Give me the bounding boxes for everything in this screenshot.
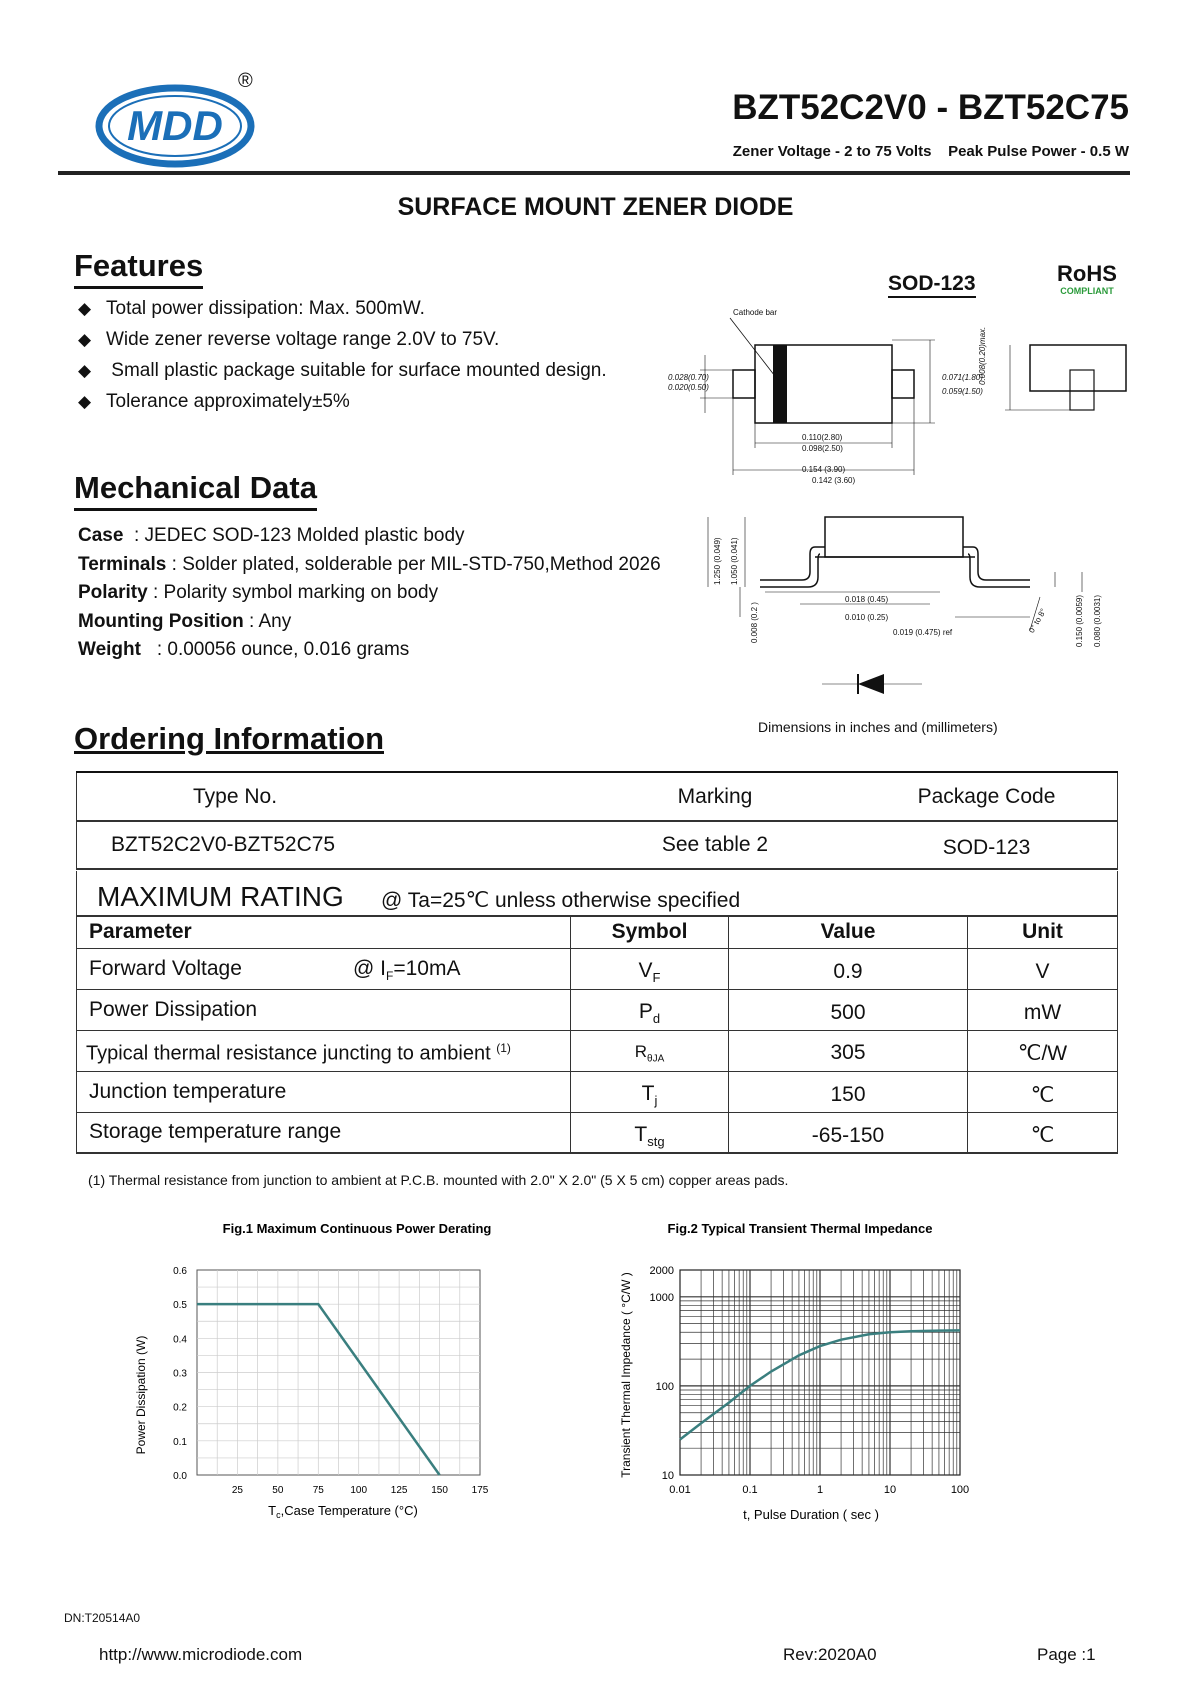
chart-power-derating	[125, 1215, 525, 1525]
table-row	[77, 989, 1118, 1030]
y-tick-label: 0.0	[173, 1471, 187, 1482]
unit-cell: mW	[968, 989, 1118, 1030]
table-row	[77, 1030, 1118, 1071]
list-item: ◆ Wide zener reverse voltage range 2.0V to 75V.	[78, 324, 607, 355]
x-tick-label: 0.01	[669, 1484, 691, 1496]
dimensions-caption: Dimensions in inches and (millimeters)	[758, 719, 998, 735]
chart2-xlabel: t, Pulse Duration ( sec )	[743, 1507, 879, 1522]
unit-cell: V	[968, 948, 1118, 989]
chart1-xlabel: $T_c,Case$ Temperature (°C)	[268, 1503, 418, 1520]
list-item: ◆ Total power dissipation: Max. 500mW.	[78, 293, 607, 324]
mech-polarity-row: Polarity : Polarity symbol marking on body	[78, 582, 439, 603]
max-rating-table	[76, 915, 1118, 1154]
y-tick-label: 10	[661, 1470, 674, 1482]
symbol-cell: $T_j$	[571, 1071, 729, 1112]
table-row	[77, 948, 1118, 989]
symbol-cell: $V_F$	[571, 948, 729, 989]
ordering-type-cell: BZT52C2V0-BZT52C75	[77, 821, 575, 869]
y-tick-label: 2000	[649, 1265, 674, 1277]
symbol-cell: $R_{\theta JA}$	[571, 1030, 729, 1071]
col-unit-header: Unit	[968, 916, 1118, 948]
param-cell: Storage temperature range	[77, 1112, 571, 1153]
spec-line	[733, 143, 1129, 160]
x-tick-label: 100	[350, 1485, 368, 1496]
param-cell: Junction temperature	[77, 1071, 571, 1112]
dim-height-min: 1.050 (0.041)	[730, 537, 739, 585]
cathode-bar-label: Cathode bar	[733, 308, 778, 317]
max-rating-title-bar	[76, 871, 1118, 915]
max-rating-condition: @ Ta=25℃ unless otherwise specified	[381, 889, 741, 912]
y-tick-label: 1000	[649, 1291, 674, 1304]
table-row	[77, 1071, 1118, 1112]
dim-body-height-min: 0.059(1.50)	[942, 387, 983, 396]
y-tick-label: 0.6	[173, 1266, 187, 1277]
doc-title: SURFACE MOUNT ZENER DIODE	[397, 193, 794, 221]
logo	[95, 84, 255, 168]
dim-lead-width-max: 0.028(0.70)	[668, 373, 709, 382]
mech-mounting-row: Mounting Position : Any	[78, 610, 292, 632]
table-row	[77, 821, 1118, 869]
spec-voltage: Zener Voltage - 2 to 75 Volts	[732, 143, 932, 160]
chart1-ylabel: Power Dissipation (W)	[134, 1335, 148, 1455]
col-package-header: Package Code	[856, 773, 1118, 821]
y-tick-label: 0.3	[173, 1368, 187, 1380]
logo-graphic	[95, 84, 255, 168]
table-row	[77, 1112, 1118, 1153]
value-cell: 500	[729, 989, 968, 1030]
y-tick-label: 0.2	[173, 1402, 187, 1414]
diamond-bullet-icon: ◆	[78, 361, 92, 380]
y-tick-label: 0.5	[173, 1300, 187, 1312]
rohs-badge	[1052, 262, 1122, 302]
diamond-bullet-icon: ◆	[78, 299, 92, 318]
unit-cell: ℃	[968, 1071, 1118, 1112]
dim-standoff: 0.008 (0.2 )	[750, 602, 759, 643]
part-range-title: BZT52C2V0 - BZT52C75	[732, 88, 1129, 127]
rohs-compliant: COMPLIANT	[1060, 286, 1114, 296]
website-link[interactable]: http://www.microdiode.com	[99, 1645, 303, 1664]
param-cell: Typical thermal resistance juncting to ambient $^{(1)}$	[77, 1030, 571, 1071]
y-tick-label: 0.4	[173, 1334, 187, 1346]
logo-text: MDD	[127, 102, 223, 149]
dim-lead-width-min: 0.020(0.50)	[668, 383, 709, 392]
dim-height-max: 1.250 (0.049)	[713, 537, 722, 585]
header-rule	[58, 171, 1130, 175]
ordering-heading: Ordering Information	[74, 721, 384, 756]
x-tick-label: 50	[272, 1485, 284, 1496]
chart-transient-impedance	[615, 1215, 985, 1525]
diode-symbol-icon	[822, 672, 922, 696]
x-tick-label: 1	[816, 1484, 824, 1496]
features-list	[78, 293, 607, 417]
revision: Rev:2020A0	[783, 1645, 877, 1664]
dim-body-length-min: 0.098(2.50)	[802, 444, 843, 453]
ordering-package-cell: SOD-123	[856, 821, 1118, 869]
registered-mark: ®	[238, 70, 253, 92]
ordering-table	[76, 773, 1118, 870]
x-tick-label: 0.1	[742, 1484, 758, 1496]
symbol-cell: $T_{stg}$	[571, 1112, 729, 1153]
dim-thickness-2: 0.080 (0.0031)	[1093, 594, 1102, 647]
x-tick-label: 100	[950, 1484, 970, 1496]
x-tick-label: 75	[312, 1485, 324, 1496]
dim-body-length-max: 0.110(2.80)	[802, 433, 843, 442]
y-tick-label: 0.1	[173, 1436, 187, 1448]
chart2-grid	[680, 1270, 960, 1475]
x-tick-label: 25	[231, 1485, 243, 1496]
table-row	[77, 916, 1118, 948]
spec-power: Peak Pulse Power - 0.5 W	[948, 143, 1129, 160]
col-marking-header: Marking	[574, 773, 856, 821]
doc-number: DN:T20514A0	[64, 1611, 141, 1625]
max-rating-title: MAXIMUM RATING	[97, 881, 344, 912]
mech-case-row: Case : JEDEC SOD-123 Molded plastic body	[78, 525, 465, 546]
dim-total-length-min: 0.142 (3.60)	[812, 476, 856, 485]
symbol-cell: $P_d$	[571, 989, 729, 1030]
param-cell: Power Dissipation	[77, 989, 571, 1030]
dim-side-max: 0.008(0.20)max.	[978, 326, 987, 385]
dim-total-length-max: 0.154 (3.90)	[802, 465, 846, 474]
x-tick-label: 175	[471, 1485, 489, 1496]
chart1-grid	[197, 1270, 480, 1475]
diamond-bullet-icon: ◆	[78, 392, 92, 411]
x-tick-label: 150	[431, 1485, 448, 1496]
value-cell: 0.9	[729, 948, 968, 989]
unit-cell: ℃/W	[968, 1030, 1118, 1071]
dim-body-height-max: 0.071(1.80)	[942, 373, 983, 382]
thermal-footnote: (1) Thermal resistance from junction to ambient at P.C.B. mounted with 2.0" X 2.0" (5 X 5 cm) copper areas pads.	[88, 1172, 789, 1188]
col-symbol-header: Symbol	[571, 916, 729, 948]
value-cell: 305	[729, 1030, 968, 1071]
col-value-header: Value	[729, 916, 968, 948]
mechanical-heading: Mechanical Data	[74, 470, 317, 511]
y-tick-label: 100	[655, 1380, 674, 1393]
package-top-view-drawing	[660, 300, 1135, 490]
ordering-marking-cell: See table 2	[574, 821, 856, 869]
features-heading: Features	[74, 248, 203, 289]
chart2-title: Fig.2 Typical Transient Thermal Impedance	[667, 1221, 933, 1236]
dim-lead-ref: 0.019 (0.475) ref	[893, 628, 953, 637]
col-parameter-header: Parameter	[77, 916, 571, 948]
dim-thickness-1: 0.150 (0.0059)	[1075, 594, 1084, 647]
chart1-ticks	[173, 1266, 489, 1496]
dim-lead-thickness-min: 0.010 (0.25)	[845, 613, 889, 622]
chart2-ylabel: Transient Thermal Impedance ( °C/W )	[619, 1272, 633, 1478]
unit-cell: ℃	[968, 1112, 1118, 1153]
list-item: ◆ Small plastic package suitable for surface mounted design.	[78, 355, 607, 386]
dim-lead-thickness-max: 0.018 (0.45)	[845, 595, 889, 604]
x-tick-label: 125	[390, 1485, 408, 1496]
mech-weight-row: Weight : 0.00056 ounce, 0.016 grams	[78, 639, 410, 660]
chart1-title: Fig.1 Maximum Continuous Power Derating	[222, 1221, 492, 1236]
value-cell: -65-150	[729, 1112, 968, 1153]
page-number: Page :1	[1037, 1645, 1096, 1664]
package-name: SOD-123	[888, 272, 976, 298]
col-type-header: Type No.	[77, 773, 575, 821]
param-cell: Forward Voltage @ $I_F=10mA$	[77, 948, 571, 989]
mechanical-data-list	[78, 522, 661, 665]
table-row	[77, 773, 1118, 821]
list-item: ◆ Tolerance approximately±5%	[78, 386, 607, 417]
mech-terminals-row: Terminals : Solder plated, solderable per MIL-STD-750,Method 2026	[78, 553, 661, 575]
rohs-text: RoHS	[1057, 261, 1117, 286]
value-cell: 150	[729, 1071, 968, 1112]
diamond-bullet-icon: ◆	[78, 330, 92, 349]
x-tick-label: 10	[883, 1484, 897, 1496]
dim-angle: 0° to 8°	[1027, 607, 1049, 635]
